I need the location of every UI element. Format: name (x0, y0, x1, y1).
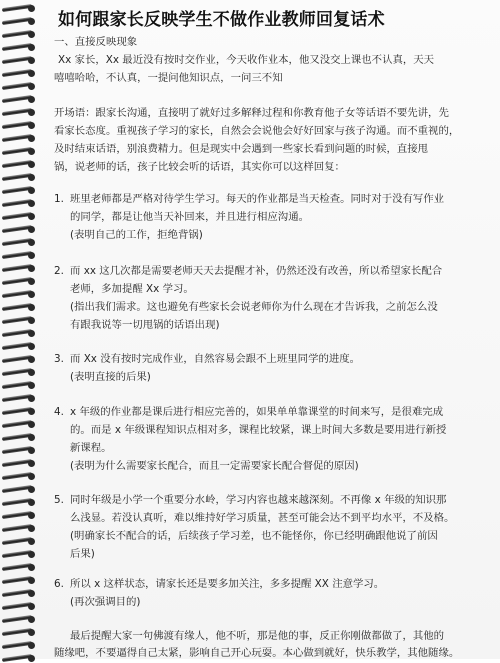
spiral-ring (2, 277, 36, 286)
spiral-ring (2, 17, 36, 26)
punch-hole (28, 512, 35, 519)
item-note: (表明自己的工作，拒绝背锅) (70, 229, 203, 241)
section-line: 嘻嘻哈哈，不认真，一提问他知识点，一问三不知 (54, 72, 283, 84)
punch-hole (28, 590, 35, 597)
spiral-ring (2, 628, 36, 637)
item-line: 的同学，都是让他当天补回来，并且进行相应沟通。 (70, 211, 309, 223)
spiral-ring (2, 147, 36, 156)
punch-hole (28, 70, 35, 77)
spiral-ring (2, 212, 36, 221)
item-number: 6. (54, 578, 64, 590)
punch-hole (28, 44, 35, 51)
spiral-ring (2, 199, 36, 208)
punch-hole (28, 109, 35, 116)
spiral-ring (2, 134, 36, 143)
punch-hole (28, 122, 35, 129)
item-number: 4. (54, 406, 64, 418)
punch-hole (28, 473, 35, 480)
item-line: 所以 x 这样状态，请家长还是要多加关注，多多提醒 XX 注意学习。 (70, 578, 385, 590)
spiral-ring (2, 602, 36, 611)
item-line: 的。而是 x 年级课程知识点相对多，课程比较紧，课上时间大多数是要用进行新授 (70, 424, 447, 436)
spiral-binding (0, 0, 40, 659)
item-line: 新课程。 (70, 442, 112, 454)
opening-line: 看家长态度。重视孩子学习的家长，自然会会说他会好好回家与孩子沟通。而不重视的， (54, 125, 460, 137)
punch-hole (28, 291, 35, 298)
punch-hole (28, 187, 35, 194)
section-heading: 一、直接反映现象 (54, 36, 138, 48)
punch-hole (28, 421, 35, 428)
item-line: 班里老师都是严格对待学生学习。每天的作业都是当天检查。同时对于没有写作业 (70, 193, 445, 205)
spiral-ring (2, 433, 36, 442)
punch-hole (28, 486, 35, 493)
punch-hole (28, 174, 35, 181)
punch-hole (28, 525, 35, 532)
spiral-ring (2, 121, 36, 130)
item-line: 同时年级是小学一个重要分水岭，学习内容也越来越深刻。不再像 x 年级的知识那 (70, 494, 447, 506)
spiral-ring (2, 160, 36, 169)
punch-hole (28, 57, 35, 64)
spiral-ring (2, 641, 36, 650)
punch-hole (28, 213, 35, 220)
punch-hole (28, 135, 35, 142)
punch-hole (28, 252, 35, 259)
punch-hole (28, 200, 35, 207)
punch-hole (28, 18, 35, 25)
spiral-ring (2, 550, 36, 559)
spiral-ring (2, 173, 36, 182)
punch-hole (28, 603, 35, 610)
punch-hole (28, 551, 35, 558)
opening-line: 及时结束话语，别浪费精力。但是现实中会遇到一些家长看到问题的时候，直接甩 (54, 143, 429, 155)
spiral-ring (2, 472, 36, 481)
punch-hole (28, 31, 35, 38)
item-line: 而 xx 这几次都是需要老师天天去提醒才补，仍然还没有改善，所以希望家长配合 (70, 265, 443, 277)
opening-line: 开场语：跟家长沟通，直接明了就好过多解释过程和你教育他子女等话语不要先讲，先 (54, 107, 449, 119)
item-number: 5. (54, 494, 64, 506)
item-number: 3. (54, 353, 64, 365)
item-note: 后果) (70, 548, 95, 560)
punch-hole (28, 278, 35, 285)
spiral-ring (2, 511, 36, 520)
spiral-ring (2, 303, 36, 312)
document-content (46, 0, 486, 659)
spiral-ring (2, 251, 36, 260)
punch-hole (28, 369, 35, 376)
spiral-ring (2, 316, 36, 325)
spiral-ring (2, 589, 36, 598)
spiral-ring (2, 56, 36, 65)
spiral-ring (2, 459, 36, 468)
closing-line: 最后提醒大家一句佛渡有缘人，他不听，那是他的事，反正你刚做都做了，其他的 (70, 630, 445, 642)
section-line: Xx 家长，Xx 最近没有按时交作业，今天收作业本，他又没交上课也不认真，天天 (58, 54, 435, 66)
item-note: (明确家长不配合的话，后续孩子学习差，也不能怪你，你已经明确跟他说了前因 (70, 530, 438, 542)
punch-hole (28, 161, 35, 168)
spiral-ring (2, 381, 36, 390)
spiral-ring (2, 355, 36, 364)
punch-hole (28, 265, 35, 272)
punch-hole (28, 408, 35, 415)
punch-hole (28, 577, 35, 584)
spiral-ring (2, 329, 36, 338)
item-note: 有跟我说等一切甩锅的话语出现) (70, 319, 220, 331)
item-line: 而 Xx 没有按时完成作业，自然容易会跟不上班里同学的进度。 (70, 353, 361, 365)
spiral-ring (2, 43, 36, 52)
item-note: (再次强调目的) (70, 596, 141, 608)
item-number: 2. (54, 265, 64, 277)
item-note: (表明直接的后果) (70, 371, 151, 383)
spiral-ring (2, 498, 36, 507)
spiral-ring (2, 342, 36, 351)
punch-hole (28, 226, 35, 233)
spiral-ring (2, 4, 36, 13)
punch-hole (28, 148, 35, 155)
spiral-ring (2, 446, 36, 455)
spiral-ring (2, 186, 36, 195)
spiral-ring (2, 576, 36, 585)
spiral-ring (2, 30, 36, 39)
punch-hole (28, 343, 35, 350)
item-note: (表明为什么需要家长配合，而且一定需要家长配合督促的原因) (70, 460, 359, 472)
item-number: 1. (54, 193, 64, 205)
punch-hole (28, 304, 35, 311)
spiral-ring (2, 69, 36, 78)
spiral-ring (2, 290, 36, 299)
punch-hole (28, 395, 35, 402)
punch-hole (28, 642, 35, 649)
punch-hole (28, 616, 35, 623)
punch-hole (28, 499, 35, 506)
punch-hole (28, 317, 35, 324)
spiral-ring (2, 524, 36, 533)
punch-hole (28, 83, 35, 90)
spiral-ring (2, 82, 36, 91)
opening-line: 锅，说老师的话，孩子比较会听的话语，其实你可以这样回复： (54, 161, 345, 173)
spiral-ring (2, 563, 36, 572)
spiral-ring (2, 407, 36, 416)
spiral-ring (2, 238, 36, 247)
punch-hole (28, 460, 35, 467)
punch-hole (28, 629, 35, 636)
spiral-ring (2, 485, 36, 494)
spiral-ring (2, 225, 36, 234)
punch-hole (28, 5, 35, 12)
item-line: 老师，多加提醒 Xx 学习。 (70, 283, 194, 295)
punch-hole (28, 447, 35, 454)
item-line: 么浅显。若没认真听，难以维持好学习质量，甚至可能会达不到平均水平，不及格。 (70, 512, 455, 524)
punch-hole (28, 538, 35, 545)
spiral-ring (2, 394, 36, 403)
punch-hole (28, 239, 35, 246)
spiral-ring (2, 615, 36, 624)
spiral-ring (2, 264, 36, 273)
page-title: 如何跟家长反映学生不做作业教师回复话术 (58, 10, 385, 30)
closing-line: 随缘吧，不要逼得自己太紧，影响自己开心玩耍。本心做到就好，快乐教学，其他随缘。 (54, 647, 460, 659)
spiral-ring (2, 420, 36, 429)
punch-hole (28, 356, 35, 363)
punch-hole (28, 564, 35, 571)
spiral-ring (2, 537, 36, 546)
spiral-ring (2, 95, 36, 104)
item-line: x 年级的作业都是课后进行相应完善的，如果单单靠课堂的时间来写，是很难完成 (70, 406, 444, 418)
punch-hole (28, 434, 35, 441)
punch-hole (28, 382, 35, 389)
spiral-ring (2, 368, 36, 377)
spiral-ring (2, 108, 36, 117)
punch-hole (28, 96, 35, 103)
punch-hole (28, 330, 35, 337)
item-note: (指出我们需求。这也避免有些家长会说老师你为什么现在才告诉我，之前怎么没 (70, 301, 438, 313)
